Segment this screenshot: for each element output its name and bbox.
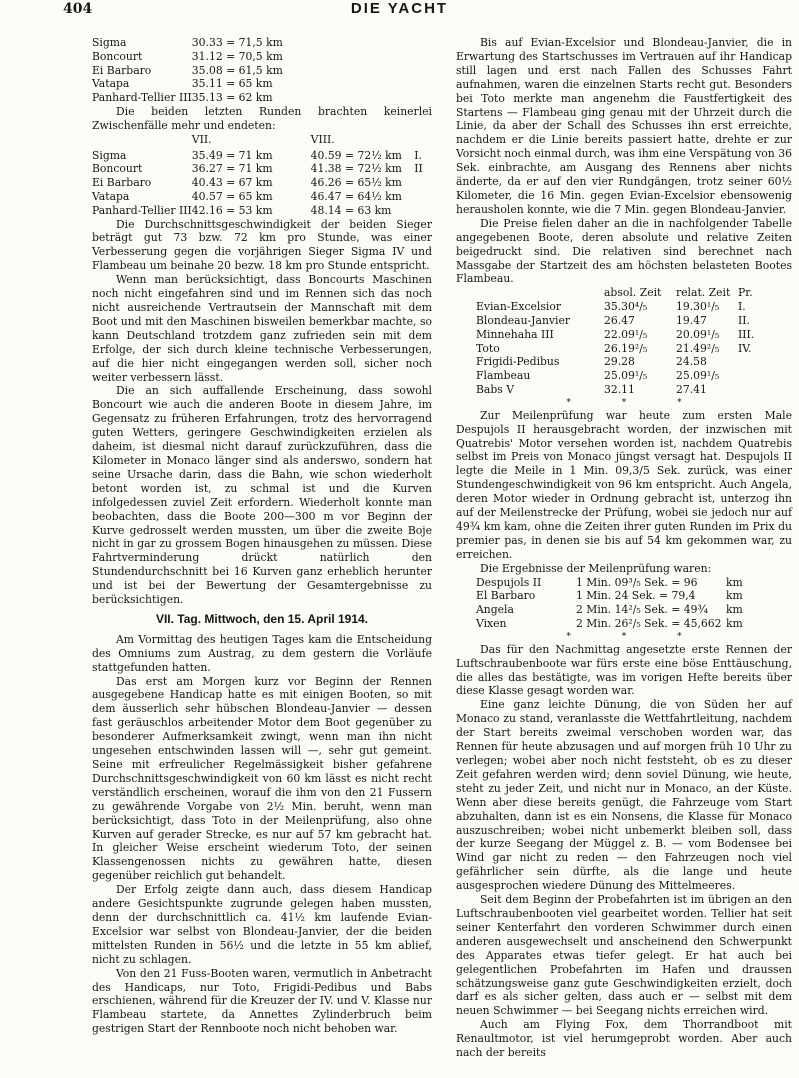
table-header-cell: VIII. <box>310 132 335 146</box>
table-row <box>92 204 432 218</box>
table-header-cell: VII. <box>191 132 212 146</box>
table-cell: I. <box>738 300 746 314</box>
table-cell: Ei Barbaro <box>92 63 152 77</box>
final-laps-table <box>92 133 432 218</box>
paragraph: Das erst am Morgen kurz vor Beginn der Rennen ausgegebene Handicap hatte es mit einigen Booten, so mit dem äusserlich sehr hübschen Blondeau-Janvier — dessen fast geräuschlos arbeitender Motor dem Boot gegenüber zu besonderer Aufmerksamkeit zwingt, wenn man ihn nicht ungesehen entschwinden lassen will —, sehr gut gemeint. Seine mit erfreulicher Regelmässigkeit bisher gefahrene Durchschnittsgeschwindigkeit von 60 km lässt es nicht recht verständlich erscheinen, worauf die ihm von den 21 Fussern zu gewährende Vorgabe von 2½ Min. beruht, wenn man berücksichtigt, dass Toto in der Meilenprüfung, also ohne Kurven auf gerader Strecke, es nur auf 57 km gebracht hat. In gleicher Weise erscheint wiederum Toto, der seinen Klassengenossen nichts zu gewähren hatte, diesen gegenüber reichlich gut behandelt. <box>92 674 432 883</box>
table-cell: Despujols II <box>476 575 542 589</box>
table-cell: 25.09¹/₅ <box>676 369 720 383</box>
table-cell: El Barbaro <box>476 589 536 603</box>
table-cell: 27.41 <box>676 382 707 396</box>
table-row <box>456 328 754 342</box>
table-row <box>456 603 743 617</box>
table-cell: 35.08 = 61,5 km <box>191 63 283 77</box>
table-row <box>92 77 310 91</box>
table-cell: km <box>726 575 743 589</box>
table-cell: Panhard-Tellier III <box>92 91 192 105</box>
paragraph: Eine ganz leichte Dünung, die von Süden her auf Monaco zu stand, veranlasste die Wettfahrtleitung, nachdem der Start bereits zweimal verschoben worden war, das Rennen für heute abzusagen und auf morgen früh 10 Uhr zu verlegen; wobei aber noch nicht feststeht, ob es zu dieser Zeit gefahren werden wird; denn soviel Dünung, wie heute, steht zu jeder Zeit, und nicht nur in Monaco, an der Küste. Wenn aber diese bereits genügt, die Fahrzeuge vom Start abzuhalten, dann ist es ein Nonsens, die Klasse für Monaco auszuschreiben; wobei nicht unbemerkt bleiben soll, dass der kurze Seegang der Müggel z. B. — vom Bodensee bei Wind gar nicht zu reden — den Fahrzeugen noch viel gefährlicher sein dürfte, als die lange und heute ausgesprochen wiedere Dünung des Mittelmeeres. <box>456 698 792 893</box>
running-title: DIE YACHT <box>350 0 449 17</box>
table-row <box>92 190 432 204</box>
table-cell: 40.59 = 72½ km <box>310 148 402 162</box>
table-row <box>456 369 754 383</box>
paragraph: Von den 21 Fuss-Booten waren, vermutlich in Anbetracht des Handicaps, nur Toto, Frigidi-Pedibus und Babs erschienen, während für die Kreuzer der IV. und V. Klasse nur Flambeau startete, da Annettes Zylinderbruch beim gestrigen Start der Rennboote noch nicht behoben war. <box>92 966 432 1036</box>
table-cell: 2 Min. 26²/₅ Sek. = 45,662 <box>576 616 722 630</box>
table-cell: 42.16 = 53 km <box>191 203 273 217</box>
table-cell: II. <box>738 313 750 327</box>
table-cell <box>414 190 432 204</box>
table-row <box>456 589 743 603</box>
table-row <box>92 64 310 78</box>
paragraph: Die Durchschnittsgeschwindigkeit der beiden Sieger beträgt gut 73 bzw. 72 km pro Stunde, was einer Verbesserung gegen die vorjährigen Sieger Sigma IV und Flambeau um beinahe 20 bezw. 18 km pro Stunde entspricht. <box>92 217 432 273</box>
table-header-cell <box>456 286 604 300</box>
table-cell: Evian-Excelsior <box>476 300 561 314</box>
table-cell: 22.09¹/₅ <box>604 327 648 341</box>
table-cell: 48.14 = 63 km <box>310 203 392 217</box>
table-row <box>456 314 754 328</box>
table-row <box>456 355 754 369</box>
table-cell: Vatapa <box>92 77 130 91</box>
table-cell: Flambeau <box>476 369 531 383</box>
table-cell: 35.11 = 65 km <box>191 77 273 91</box>
table-cell: km <box>726 616 743 630</box>
table-cell: Vixen <box>476 616 507 630</box>
table-cell: Babs V <box>476 382 515 396</box>
table-cell: Ei Barbaro <box>92 176 152 190</box>
paragraph: Zur Meilenprüfung war heute zum ersten Male Despujols II herausgebracht worden, der inzwischen mit Quatrebis' Motor versehen worden ist, nachdem Quatrebis selbst im Preis von Monaco jüngst versagt hat. Despujols II legte die Meile in 1 Min. 09,3/5 Sek. zurück, was einer Stundengeschwindigkeit von 96 km entspricht. Auch Angela, deren Motor wieder in Ordnung gebracht ist, unterzog ihn auf der Meilenstrecke der Prüfung, wobei sie jedoch nur auf 49¾ km kam, ohne die Zeiten ihrer guten Runden im Prix du premier pas, in denen sie bis auf 54 km gekommen war, zu erreichen. <box>456 408 792 561</box>
table-cell: 30.33 = 71,5 km <box>191 36 283 49</box>
table-cell: 40.43 = 67 km <box>191 176 273 190</box>
table-cell: 20.09¹/₅ <box>676 327 720 341</box>
table-row <box>456 342 754 356</box>
paragraph: Die Preise fielen daher an die in nachfolgender Tabelle angegebenen Boote, deren absolute und relative Zeiten beigedruckt sind. Die relativen sind berechnet nach Massgabe der Startzeit des am höchsten belasteten Bootes Flambeau. <box>456 216 792 286</box>
paragraph: Wenn man berücksichtigt, dass Boncourts Maschinen noch nicht eingefahren sind und im Rennen sich das noch nicht ausreichende Vertrautsein der Mannschaft mit dem Boot und mit den Maschinen bisweilen bemerkbar machte, so kann Deutschland trotzdem ganz zufrieden sein mit dem Erfolge, der sich durch kleine technische Verbesserungen, auf die hier nicht eingegangen werden soll, sicher noch weiter verbessern lässt. <box>92 273 432 384</box>
table-cell: II <box>414 162 423 176</box>
table-cell: 29.28 <box>604 355 635 369</box>
table-row <box>92 91 310 105</box>
table-row <box>456 576 743 590</box>
right-column <box>456 36 792 1060</box>
table-cell: Vatapa <box>92 189 130 203</box>
paragraph: Der Erfolg zeigte dann auch, dass diesem Handicap andere Gesichtspunkte zugrunde gelegen haben mussten, denn der durchschnittlich ca. 41½ km laufende Evian-Excelsior war selbst von Blondeau-Janvier, der die beiden mittelsten Runden in 56½ und die letzte in 55 km ablief, nicht zu schlagen. <box>92 883 432 966</box>
table-cell: Boncourt <box>92 162 143 176</box>
page-number: 404 <box>63 1 93 17</box>
table-cell: km <box>726 603 743 617</box>
paragraph: Am Vormittag des heutigen Tages kam die Entscheidung des Omniums zum Austrag, zu dem gestern die Vorläufe stattgefunden hatten. <box>92 632 432 674</box>
paragraph: Die beiden letzten Runden brachten keinerlei Zwischenfälle mehr und endeten: <box>92 104 432 132</box>
lap-times-table <box>92 36 310 105</box>
table-header-cell <box>414 133 432 149</box>
section-heading: VII. Tag. Mittwoch, den 15. April 1914. <box>155 611 369 626</box>
table-cell: 36.27 = 71 km <box>191 162 273 176</box>
table-header-cell: relat. Zeit <box>676 286 731 300</box>
table-cell: Angela <box>476 603 514 617</box>
table-cell <box>414 204 432 218</box>
table-cell: 26.19²/₅ <box>604 341 648 355</box>
table-row <box>456 300 754 314</box>
table-cell: Panhard-Tellier III <box>92 203 192 217</box>
table-cell: 35.49 = 71 km <box>191 148 273 162</box>
section-separator: * * * <box>566 397 706 408</box>
table-cell: 25.09¹/₅ <box>604 369 648 383</box>
table-cell: 46.47 = 64½ km <box>310 189 402 203</box>
table-cell: 35.13 = 62 km <box>191 91 273 105</box>
paragraph: Seit dem Beginn der Probefahrten ist im übrigen an den Luftschraubenbooten viel gearbeitet worden. Tellier hat seit seiner Kenterfahrt den vorderen Schwimmer durch einen anderen ausgewechselt und anscheinend den Schwerpunkt des Apparates etwas tiefer gelegt. Er hat auch bei gelegentlichen Probefahrten im Hafen und draussen schätzungsweise ganz gute Geschwindigkeiten erzielt, doch darf es als sicher gelten, dass auch er — selbst mit dem neuen Schwimmer — bei Seegang nichts erreichen wird. <box>456 893 792 1018</box>
left-column <box>92 36 432 1036</box>
table-row <box>92 176 432 190</box>
table-cell: 24.58 <box>676 355 707 369</box>
table-cell: IV. <box>738 341 752 355</box>
section-separator: * * * <box>566 631 706 642</box>
table-cell: III. <box>738 327 755 341</box>
table-row <box>456 617 743 631</box>
paragraph: Bis auf Evian-Excelsior und Blondeau-Janvier, die in Erwartung des Startschusses im Vertrauen auf ihr Handicap still lagen und erst nach Fallen des Schusses Fahrt aufnahmen, waren die einzelnen Starts recht gut. Besonders bei Toto merkte man angenehm die Faustfertigkeit des Startens — Flambeau ging genau mit der Uhrzeit durch die Linie, da aber der Schall des Schusses ihn erst erreichte, nachdem er die Linie bereits passiert hatte, drehte er zur Vorsicht noch einmal durch, was ihm eine Verspätung von 36 Sek. einbrachte, am Ausgang des Rennens aber nichts änderte, da er auf den vier Rundgängen, trotz seiner 60½ Kilometer, die 16 Min. gegen Evian-Excelsior ebensowenig herausholen konnte, wie die 7 Min. gegen Blondeau-Janvier. <box>456 36 792 216</box>
table-row <box>456 383 754 397</box>
table-cell: Boncourt <box>92 49 143 63</box>
table-cell: 41.38 = 72½ km <box>310 162 402 176</box>
mile-test-table <box>456 576 743 631</box>
table-row <box>92 36 310 50</box>
prize-results-table <box>456 286 754 396</box>
table-cell <box>738 383 754 397</box>
table-cell: 21.49²/₅ <box>676 341 720 355</box>
table-cell: I. <box>414 148 422 162</box>
paragraph: Auch am Flying Fox, dem Thorrandboot mit Renaultmotor, ist viel herumgeprobt worden. Aber auch nach der bereits <box>456 1018 792 1060</box>
table-cell: 32.11 <box>604 382 635 396</box>
table-cell: Toto <box>476 341 500 355</box>
table-cell: 26.47 <box>604 313 635 327</box>
table-cell: 1 Min. 24 Sek. = 79,4 <box>576 589 696 603</box>
paragraph: Das für den Nachmittag angesetzte erste Rennen der Luftschraubenboote war fürs erste eine böse Enttäuschung, die alles das bestätigte, was im vorigen Hefte bereits über diese Klasse gesagt worden war. <box>456 642 792 698</box>
table-cell: Frigidi-Pedibus <box>476 355 560 369</box>
table-cell: Blondeau-Janvier <box>476 313 571 327</box>
table-cell: Sigma <box>92 36 127 49</box>
table-cell <box>414 176 432 190</box>
table-cell: 40.57 = 65 km <box>191 189 273 203</box>
table-cell <box>738 355 754 369</box>
table-row <box>92 149 432 163</box>
table-header-cell: Pr. <box>738 286 753 300</box>
table-cell: 1 Min. 09³/₅ Sek. = 96 <box>576 575 698 589</box>
table-cell: 31.12 = 70,5 km <box>191 49 283 63</box>
table-cell <box>738 369 754 383</box>
table-row <box>92 162 432 176</box>
table-cell: 19.47 <box>676 313 707 327</box>
paragraph: Die Ergebnisse der Meilenprüfung waren: <box>480 561 712 575</box>
paragraph: Die an sich auffallende Erscheinung, dass sowohl Boncourt wie auch die anderen Boote in diesem Jahre, im Gegensatz zu früheren Erfahrungen, trotz des hervorragend guten Wetters, geringere Geschwindigkeiten erzielen als daheim, ist diesmal nicht darauf zurückzuführen, dass die Kilometer in Monaco länger sind als anderswo, sondern hat seine Ursache darin, dass die Bahn, wie schon wiederholt betont worden ist, zu schmal ist und die Kurven infolgedessen zuviel Zeit erfordern. Wiederholt konnte man beobachten, dass die Boote 200—300 m vor Beginn der Kurve gedrosselt werden mussten, um über die zweite Boje nicht in gar zu grossem Bogen hinausgehen zu müssen. Diese Fahrtverminderung drückt natürlich den Stundendurchschnitt bei 16 Kurven ganz erheblich herunter und ist bei der Bewertung der Gesamtergebnisse zu berücksichtigen. <box>92 384 432 607</box>
table-cell: Sigma <box>92 148 127 162</box>
table-cell: km <box>726 589 743 603</box>
table-cell: Minnehaha III <box>476 327 554 341</box>
table-header-cell: absol. Zeit <box>604 286 662 300</box>
table-cell: 35.30⁴/₅ <box>604 300 648 314</box>
table-header-cell <box>92 133 192 149</box>
table-cell: 46.26 = 65½ km <box>310 176 402 190</box>
table-row <box>92 50 310 64</box>
table-cell: 19.30¹/₅ <box>676 300 720 314</box>
page-header <box>0 0 799 22</box>
table-cell: 2 Min. 14²/₅ Sek. = 49¾ <box>576 603 708 617</box>
